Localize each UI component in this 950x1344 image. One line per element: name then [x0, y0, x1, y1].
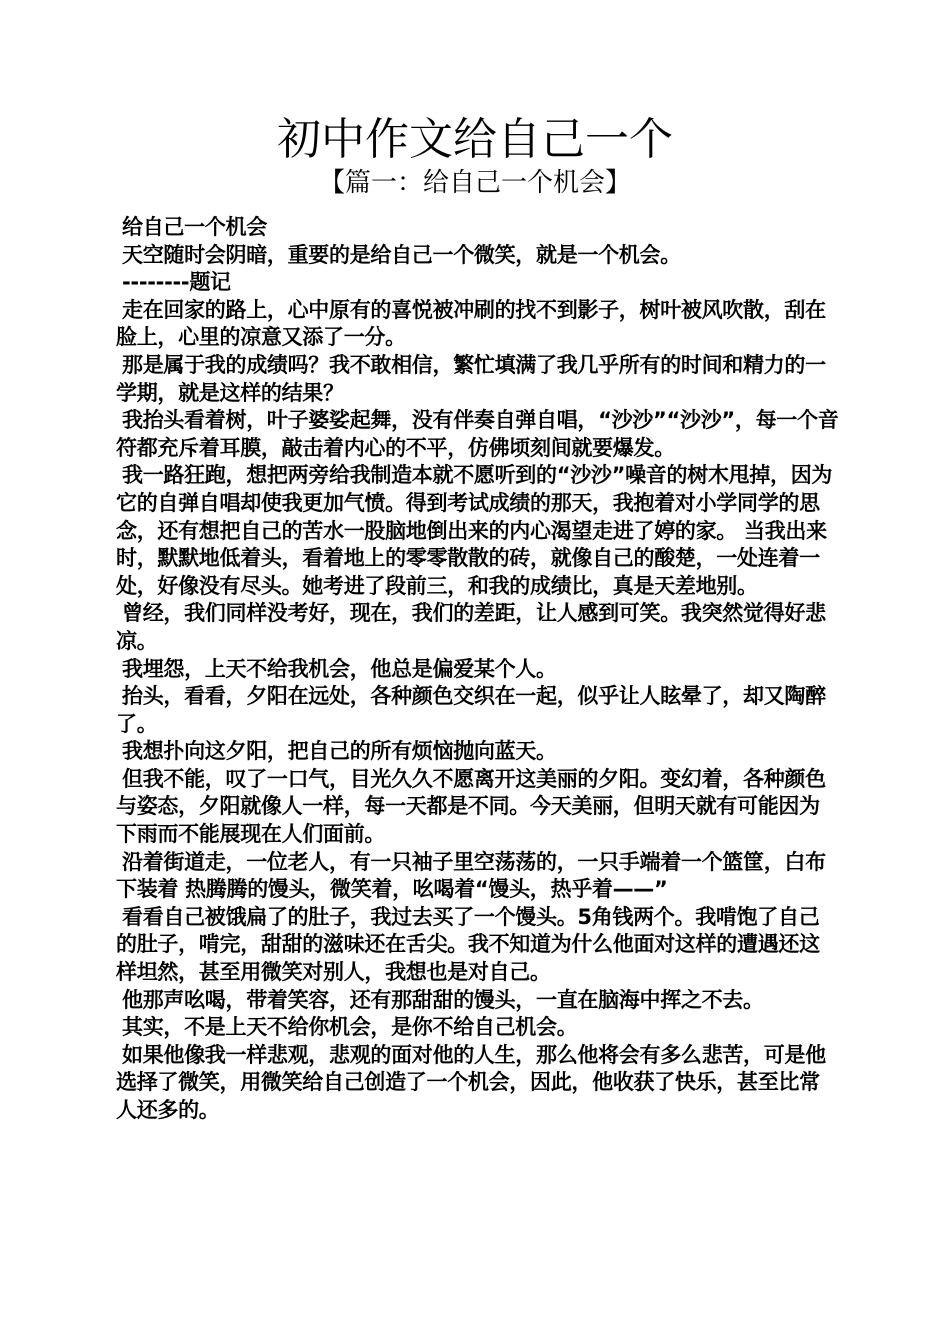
- paragraph: 看看自己被饿扁了的肚子，我过去买了一个馒头。5角钱两个。我啃饱了自己的肚子，啃完，甜甜的滋味还在舌尖。我不知道为什么他面对这样的遭遇还这样坦然，甚至用微笑对别人，我想也是对自己。: [116, 904, 820, 985]
- epigraph-attribution: --------题记: [122, 270, 231, 295]
- paragraph: 我一路狂跑，想把两旁给我制造本就不愿听到的“沙沙”噪音的树木甩掉，因为它的自弹自唱却使我更加气愤。得到考试成绩的那天，我抱着对小学同学的思念，还有想把自己的苦水一股脑地倒出来的内心渴望走进了婷的家。 当我出来时，默默地低着头，看着地上的零零散散的砖，就像自己的酸楚，一处连着一处，好像没有尽头。她考进了段前三，和我的成绩比，真是天差地别。: [116, 463, 833, 598]
- paragraph: 但我不能，叹了一口气，目光久久不愿离开这美丽的夕阳。变幻着，各种颜色与姿态，夕阳就像人一样，每一天都是不同。今天美丽，但明天就有可能因为下雨而不能展现在人们面前。: [116, 766, 826, 847]
- document-subtitle: 【篇一：给自己一个机会】: [318, 168, 631, 198]
- paragraph: 其实，不是上天不给你机会，是你不给自己机会。: [122, 1015, 578, 1040]
- epigraph: 天空随时会阴暗，重要的是给自己一个微笑，就是一个机会。: [122, 242, 681, 267]
- paragraph: 曾经，我们同样没考好，现在，我们的差距，让人感到可笑。我突然觉得好悲凉。: [116, 601, 826, 653]
- paragraph: 我埋怨，上天不给我机会，他总是偏爱某个人。: [122, 656, 557, 681]
- paragraph: 那是属于我的成绩吗？我不敢相信，繁忙填满了我几乎所有的时间和精力的一学期，就是这样的结果？: [116, 352, 826, 405]
- paragraph: 沿着街道走，一位老人，有一只袖子里空荡荡的，一只手端着一个篮筐，白布下装着 热腾腾的馒头，微笑着，吆喝着“馒头，热乎着——”: [116, 849, 826, 902]
- document-body: [116, 214, 840, 1125]
- paragraph: 我想扑向这夕阳，把自己的所有烦恼抛向蓝天。: [122, 739, 557, 764]
- paragraph: 我抬头看着树，叶子婆娑起舞，没有伴奏自弹自唱，“沙沙”“沙沙”，每一个音符都充斥着耳膜，敲击着内心的不平，仿佛顷刻间就要爆发。: [116, 408, 839, 460]
- document-title: 初中作文给自己一个: [277, 114, 673, 165]
- paragraph: 走在回家的路上，心中原有的喜悦被冲刷的找不到影子，树叶被风吹散，刮在脸上，心里的凉意又添了一分。: [116, 297, 826, 350]
- essay-title: 给自己一个机会: [122, 215, 267, 239]
- paragraph: 如果他像我一样悲观，悲观的面对他的人生，那么他将会有多么悲苦，可是他选择了微笑，用微笑给自己创造了一个机会，因此，他收获了快乐，甚至比常人还多的。: [116, 1042, 826, 1122]
- paragraph: 抬头，看看，夕阳在远处，各种颜色交织在一起，似乎让人眩晕了，却又陶醉了。: [116, 684, 826, 736]
- paragraph: 他那声吆喝，带着笑容，还有那甜甜的馒头，一直在脑海中挥之不去。: [122, 987, 764, 1012]
